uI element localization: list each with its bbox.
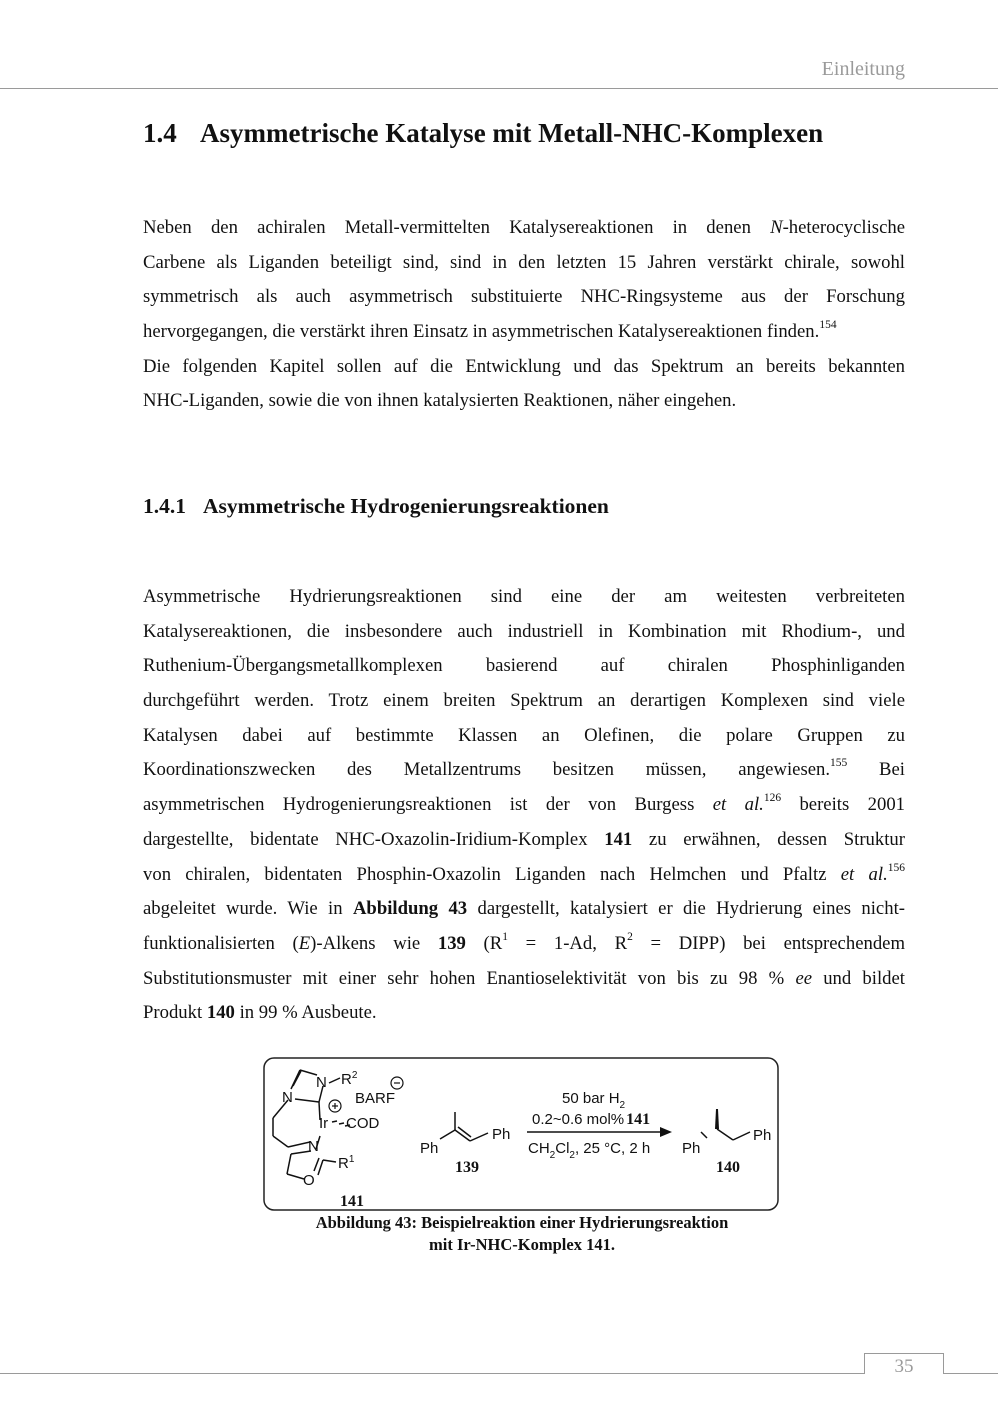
text-line: durchgeführt werden. Trotz einem breiten Spektrum an derartigen Komplexen sind viele: [143, 690, 905, 712]
text-line: von chiralen, bidentaten Phosphin-Oxazolin Liganden nach Helmchen und Pfaltz et al.$^{156}$: [143, 861, 905, 885]
citation: 156: [887, 861, 905, 874]
svg-text:139: 139: [455, 1159, 479, 1176]
svg-text:0.2~0.6 mol%141: 0.2~0.6 mol% 141: [532, 1111, 651, 1128]
svg-text:R1: $R^1$: [338, 1154, 355, 1172]
text-line: funktionalisierten (E)-Alkens wie 139 ($R^1 = 1-Ad$, $R^2$ = DIPP) bei entsprechendem: [143, 930, 906, 954]
svg-text:R2: $R^2$: [341, 1070, 358, 1088]
text-line: NHC-Liganden, sowie die von ihnen katalysierten Reaktionen, näher eingehen.: [143, 390, 737, 412]
section-heading: [143, 118, 823, 149]
text-line: abgeleitet wurde. Wie in Abbildung 43 dargestellt, katalysiert er die Hydrierung eines nicht-: [143, 898, 905, 920]
text-line: dargestellte, bidentate NHC-Oxazolin-Iridium-Komplex 141 zu erwähnen, dessen Struktur: [143, 828, 905, 850]
svg-text:Ph: Ph: [682, 1140, 701, 1157]
svg-text:N: N: [282, 1089, 293, 1106]
running-head: Einleitung: [821, 58, 905, 80]
svg-text:140: 140: [716, 1159, 740, 1176]
citation: 155: [830, 757, 848, 770]
svg-text:N: N: [316, 1074, 327, 1091]
svg-text:COD: COD: [346, 1115, 380, 1132]
text-line: Produkt 140 in 99 % Ausbeute.: [143, 1002, 377, 1024]
text-line: Die folgenden Kapitel sollen auf die Entwicklung und das Spektrum an bereits bekannten: [143, 355, 905, 377]
text-line: Katalysen dabei auf bestimmte Klassen an Olefinen, die polare Gruppen zu: [143, 724, 905, 746]
svg-text:BARF: BARF: [355, 1090, 396, 1107]
wedge-bond: [715, 1109, 719, 1129]
text-line: Substitutionsmuster mit einer sehr hohen Enantioselektivität von bis zu 98 % ee und bildet: [143, 967, 905, 989]
citation: 126: [763, 792, 782, 805]
text-line: Neben den achiralen Metall-vermittelten Katalysereaktionen in denen N-heterocyclische: [143, 217, 905, 238]
arrow-head: [660, 1127, 672, 1137]
figure-caption: [262, 1212, 782, 1256]
subsection-title: Asymmetrische Hydrogenierungsreaktionen: [203, 494, 609, 518]
text-line: Carbene als Liganden beteiligt sind, sind in den letzten 15 Jahren verstärkt chirale, sowohl: [143, 251, 905, 273]
svg-text:O: O: [303, 1172, 315, 1189]
caption-line: Abbildung 43: Beispielreaktion einer Hydrierungsreaktion: [315, 1213, 729, 1232]
caption-line: mit Ir-NHC-Komplex 141.: [429, 1235, 615, 1254]
section-number: 1.4: [143, 118, 177, 148]
substrate-structure: [440, 1112, 488, 1141]
text-line: Katalysereaktionen, die insbesondere auch industriell in Kombination mit Rhodium-, und: [143, 620, 905, 642]
text-line: asymmetrischen Hydrogenierungsreaktionen ist der von Burgess et al.$^{126}$ bereits 2001: [143, 792, 906, 816]
product-structure: [701, 1129, 750, 1140]
header-rule: [0, 88, 998, 89]
svg-text:Ir: Ir: [319, 1115, 329, 1132]
text-line: Ruthenium-Übergangsmetallkomplexen basierend auf chiralen Phosphinliganden: [143, 655, 905, 677]
text-line: Asymmetrische Hydrierungsreaktionen sind eine der am weitesten verbreiteten: [143, 586, 905, 607]
svg-text:N: N: [308, 1138, 319, 1155]
paragraph-intro: [143, 211, 905, 419]
section-title: Asymmetrische Katalyse mit Metall-NHC-Komplexen: [200, 118, 824, 148]
svg-text:CH2Cl2, 25 °C, 2 h: $CH_2Cl_2$, 25 °C, 2 h: [528, 1140, 651, 1161]
reaction-scheme: [262, 1056, 782, 1212]
svg-text:Ph: Ph: [420, 1140, 439, 1157]
svg-text:Ph: Ph: [492, 1126, 511, 1143]
page-number: 35: [864, 1353, 944, 1374]
subsection-number: 1.4.1: [143, 494, 186, 518]
footer-rule: [0, 1373, 998, 1374]
citation: 154: [819, 319, 837, 332]
svg-text:Ph: Ph: [753, 1127, 772, 1144]
text-line: symmetrisch als auch asymmetrisch substituierte NHC-Ringsysteme aus der Forschung: [143, 286, 905, 308]
subsection-heading: [143, 494, 609, 519]
svg-text:50 bar H2: 50 bar $H_2$: [562, 1090, 626, 1111]
text-line: hervorgegangen, die verstärkt ihren Einsatz in asymmetrischen Katalysereaktionen finden.$^{154}$: [143, 319, 837, 343]
svg-text:141: 141: [340, 1193, 364, 1210]
text-line: Koordinationszwecken des Metallzentrums besitzen müssen, angewiesen.$^{155}$ Bei: [143, 757, 906, 781]
paragraph-hydrogenation: [143, 580, 905, 1031]
